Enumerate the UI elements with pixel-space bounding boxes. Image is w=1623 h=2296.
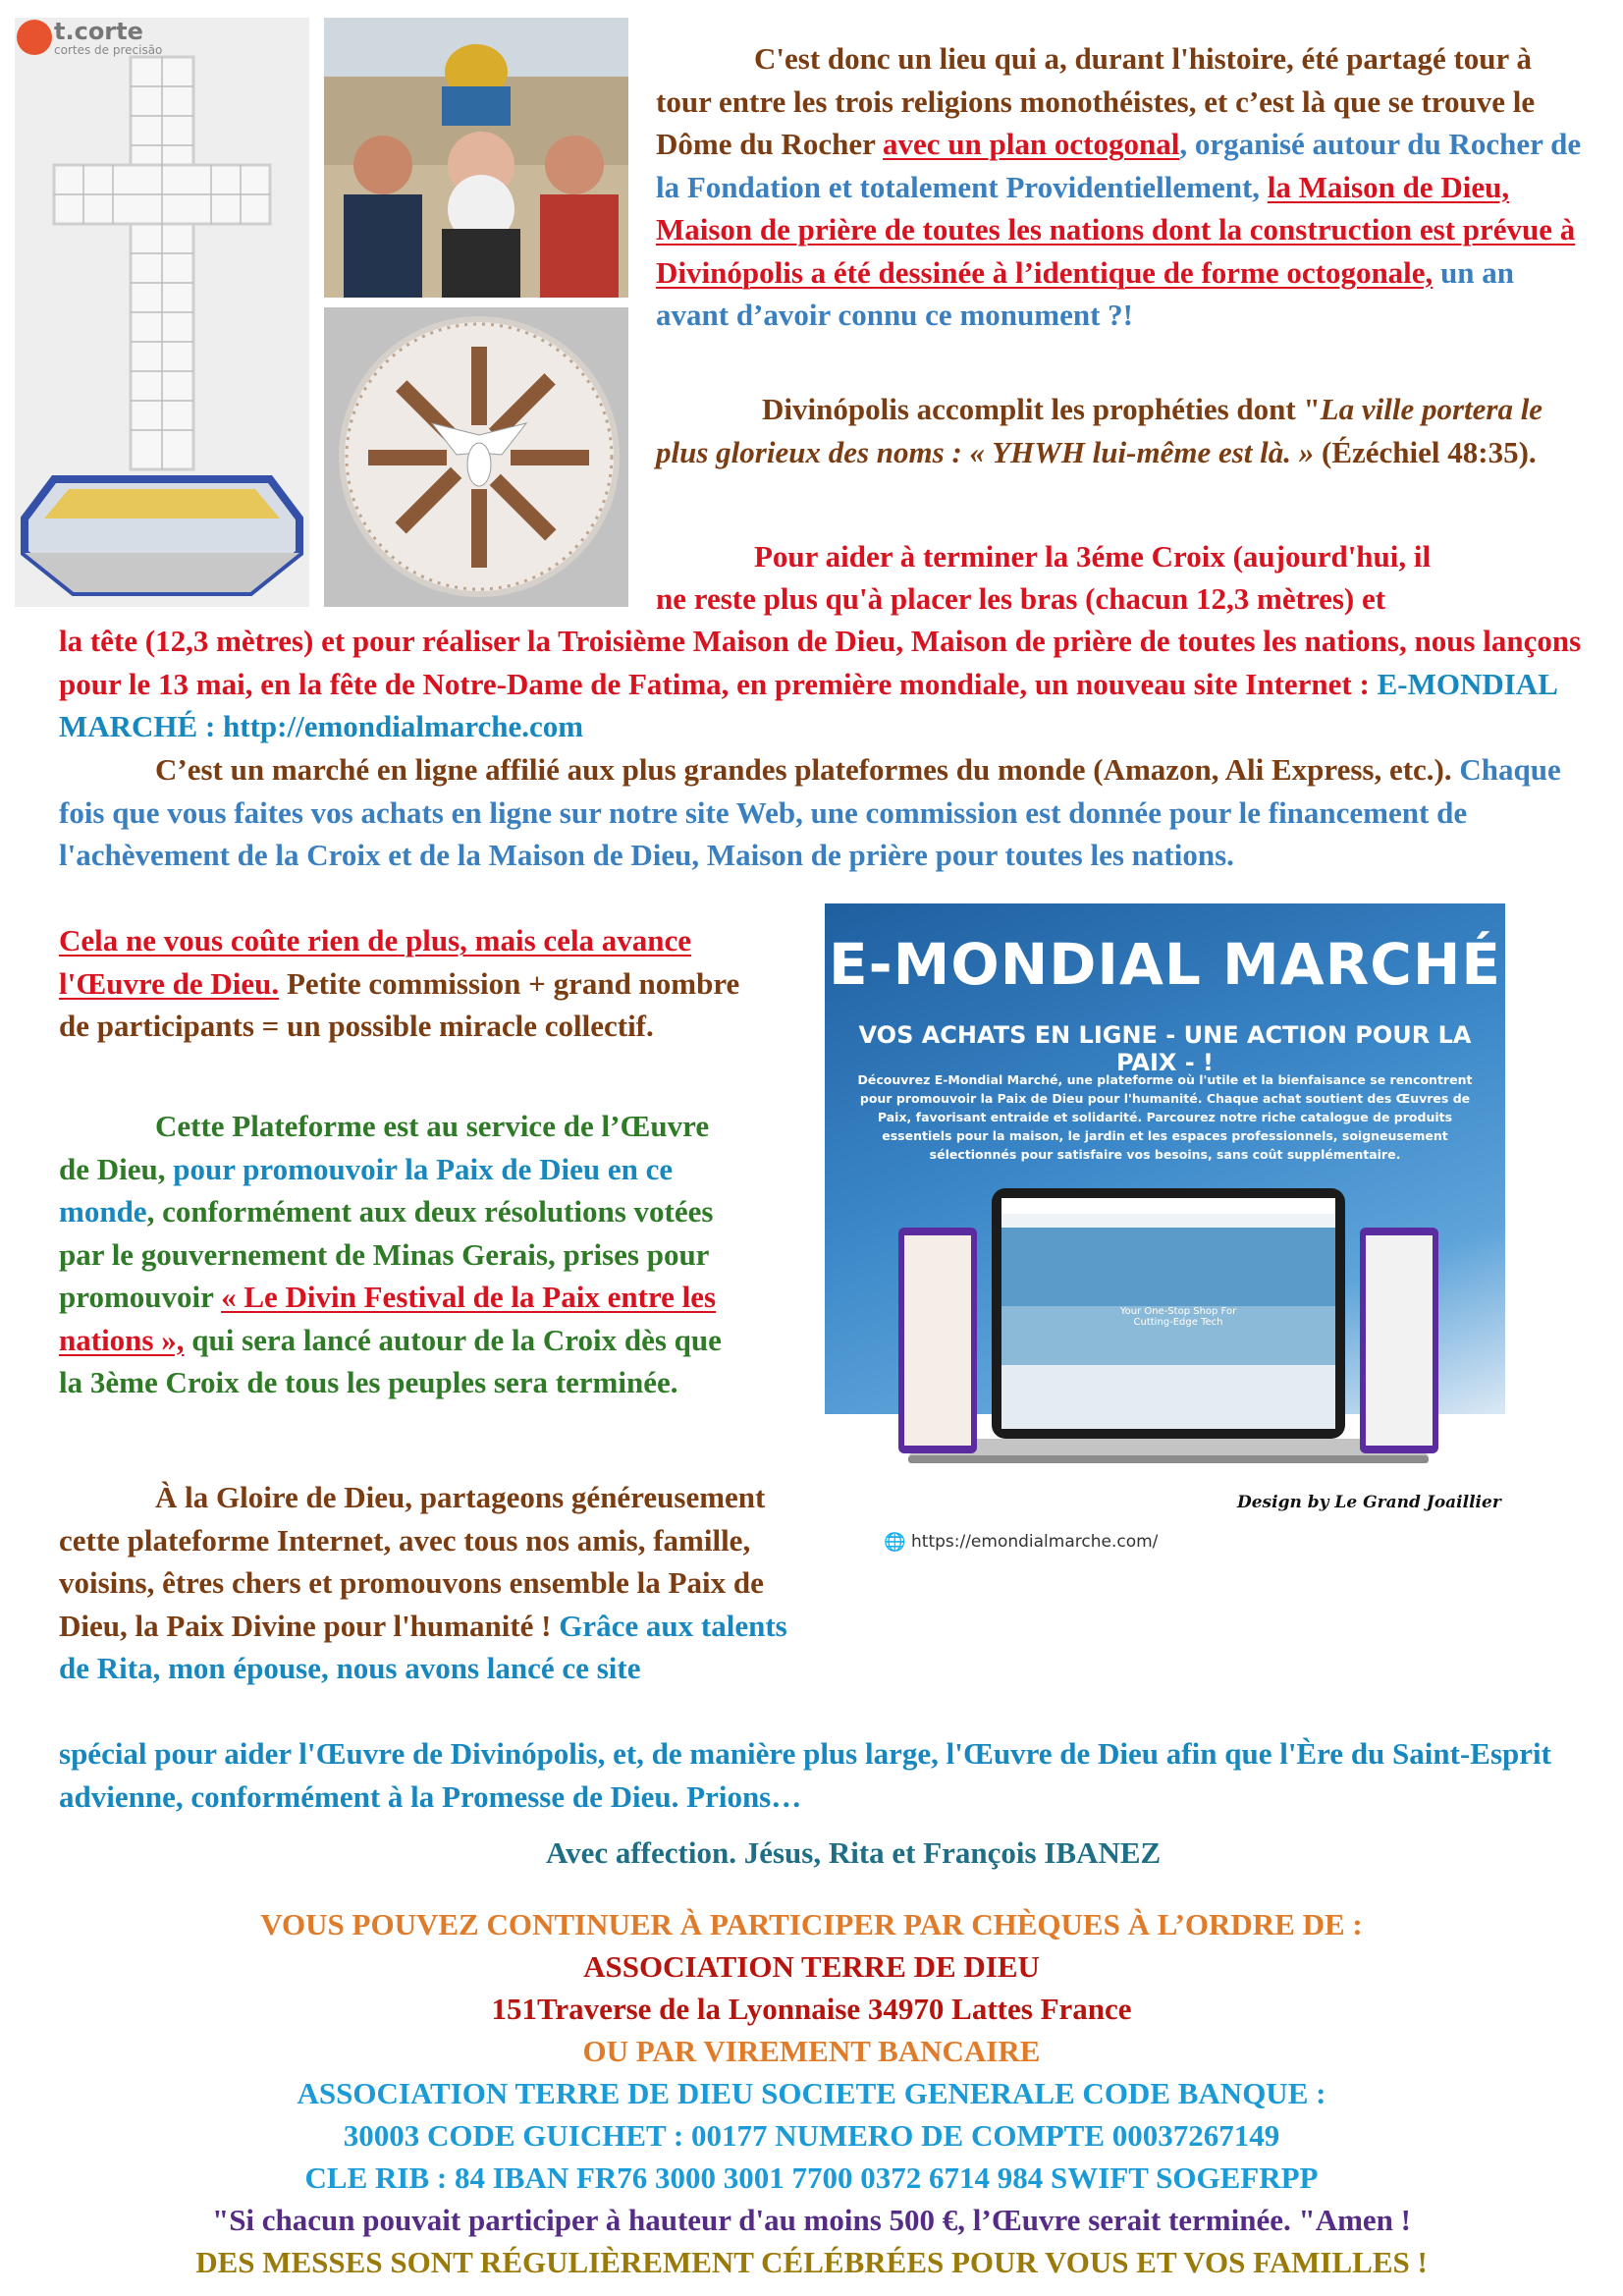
paragraph-prophecy [656,388,1587,473]
cross-photo [15,18,309,607]
house-of-god-text: la Maison de Dieu, Maison de prière de toutes les nations dont la construction est prévue à Divinópolis a été dessinée à l’identique de forme octogonale, [656,169,1576,290]
minas-gerais-text: , conformément aux deux résolutions votées par le gouvernement de Minas Gerais, prises pour promouvoir [59,1194,714,1314]
paragraph-holy-spirit: spécial pour aider l'Œuvre de Divinópolis, et, de manière plus large, l'Œuvre de Dieu afin que l'Ère du Saint-Esprit advienne, conformément à la Promesse de Dieu. Prions… [59,1736,1551,1814]
banner-title: E-MONDIAL MARCHÉ [828,931,1501,998]
share-text: À la Gloire de Dieu, partageons généreusement cette plateforme Internet, avec tous nos amis, famille, voisins, êtres chers et promouvons ensemble la Paix de Dieu, la Paix Divine pour l'humanité ! [59,1480,766,1643]
paragraph-third-cross [59,620,1591,748]
paragraph-third-cross-line2: ne reste plus qu'à placer les bras (chacun 12,3 mètres) et [656,581,1386,616]
footer-association-name: ASSOCIATION TERRE DE DIEU [583,1949,1040,1984]
third-cross-text: la tête (12,3 mètres) et pour réaliser la Troisième Maison de Dieu, Maison de prière de toutes les nations, nous lançons pour le 13 mai, en la fête de Notre-Dame de Fatima, en première mondiale, un nouveau site Internet : [59,624,1582,701]
paragraph-dome-intro: C'est donc un lieu qui a, durant l'histoire, été partagé tour à tour entre les trois religions monothéistes, et c’est là que se trouve le Dôme du Rocher [656,41,1536,161]
prophecy-quote: La ville portera le plus glorieux des noms : « YHWH lui-même est là. » [656,392,1543,469]
globe-icon: 🌐 [884,1532,906,1553]
signature: Avec affection. Jésus, Rita et François IBANEZ [546,1835,1162,1870]
commission-text: Chaque fois que vous faites vos achats en ligne sur notre site Web, une commission est donnée pour le financement de l'achèvement de la Croix et de la Maison de Dieu, Maison de prière pour toutes les nations. [59,752,1561,872]
banner-description: Découvrez E-Mondial Marché, une plateforme où l'utile et la bienfaisance se rencontrent pour promouvoir la Paix de Dieu pour l'humanité. Chaque achat soutient des Œuvres de Paix, favorisant entraide et solidarité. Parcourez notre riche catalogue de produits essentiels pour la maison, le jardin et les espaces professionnels, soigneusement sélectionnés pour satisfaire vos besoins, sans coût supplémentaire. [857,1072,1473,1162]
banner-subtitle: VOS ACHATS EN LIGNE - UNE ACTION POUR LA PAIX - ! [858,1021,1472,1076]
design-credit: Design by Le Grand Joaillier [1237,1493,1501,1512]
no-cost-text: Cela ne vous coûte rien de plus, mais cela avance l'Œuvre de Dieu. [59,923,692,1001]
footer-masses-line: DES MESSES SONT RÉGULIÈREMENT CÉLÉBRÉES POUR VOUS ET VOS FAMILLES ! [195,2245,1428,2279]
octagonal-plan-text: avec un plan octogonal [883,127,1180,161]
divine-festival-text: « Le Divin Festival de la Paix entre les nations », [59,1280,717,1357]
rita-talent-text: Grâce aux talents de Rita, mon épouse, nous avons lancé ce site [59,1608,787,1685]
paragraph-platform [59,1105,746,1404]
emondial-banner [825,903,1505,1561]
cross-illustration [15,18,309,607]
monument-question-text: un an avant d’avoir connu ce monument ?! [656,254,1515,332]
footer-iban-line: CLE RIB : 84 IBAN FR76 3000 3001 7700 0372 6714 984 SWIFT SOGEFRPP [304,2160,1319,2195]
rock-foundation-text: , organisé autour du Rocher de la Fondation et totalement Providentiellement, [656,127,1582,204]
site-url-text[interactable]: E-MONDIAL MARCHÉ : http://emondialmarche.com [59,666,1557,743]
paragraph-third-cross-line1: Pour aider à terminer la 3éme Croix (aujourd'hui, il [754,539,1432,574]
peace-promotion-text: pour promouvoir la Paix de Dieu en ce monde [59,1151,674,1229]
paragraph-marketplace [59,748,1591,877]
footer-appeal-line: "Si chacun pouvait participer à hauteur d'au moins 500 €, l’Œuvre serait terminée. "Amen ! [211,2203,1411,2237]
banner-url[interactable]: https://emondialmarche.com/ [911,1532,1159,1552]
paragraph-dome [656,37,1587,337]
prophecy-reference: (Ézéchiel 48:35). [1314,434,1537,469]
cross-photo-logo: t.corte [54,18,143,45]
dove-emblem-photo [324,307,628,607]
laptop-illustration [893,1188,1443,1483]
footer-cheque-line: VOUS POUVEZ CONTINUER À PARTICIPER PAR CHÈQUES À L’ORDRE DE : [260,1907,1363,1941]
platform-intro: Cette Plateforme est au service de l’Œuvre de Dieu, [59,1109,710,1186]
paragraph-no-cost [59,919,766,1048]
footer-address: 151Traverse de la Lyonnaise 34970 Lattes France [491,1992,1132,2026]
collective-miracle-text: Petite commission + grand nombre de participants = un possible miracle collectif. [59,965,740,1043]
festival-launch-text: qui sera lancé autour de la Croix dès que la 3ème Croix de tous les peuples sera terminée. [59,1322,722,1399]
prophecy-intro: Divinópolis accomplit les prophéties dont " [762,392,1321,426]
footer-transfer-line: OU PAR VIREMENT BANCAIRE [582,2034,1041,2068]
footer-bank-line: ASSOCIATION TERRE DE DIEU SOCIETE GENERALE CODE BANQUE : [297,2076,1326,2110]
marketplace-intro: C’est un marché en ligne affilié aux plus grandes plateformes du monde (Amazon, Ali Express, etc.). [155,752,1460,787]
jerusalem-photo [324,18,628,298]
cross-photo-caption: cortes de precisão [54,43,163,57]
laptop-screen-text: Your One-Stop Shop For Cutting-Edge Tech [1119,1306,1237,1328]
paragraph-share [59,1476,805,1690]
footer-account-line: 30003 CODE GUICHET : 00177 NUMERO DE COMPTE 00037267149 [343,2118,1280,2153]
